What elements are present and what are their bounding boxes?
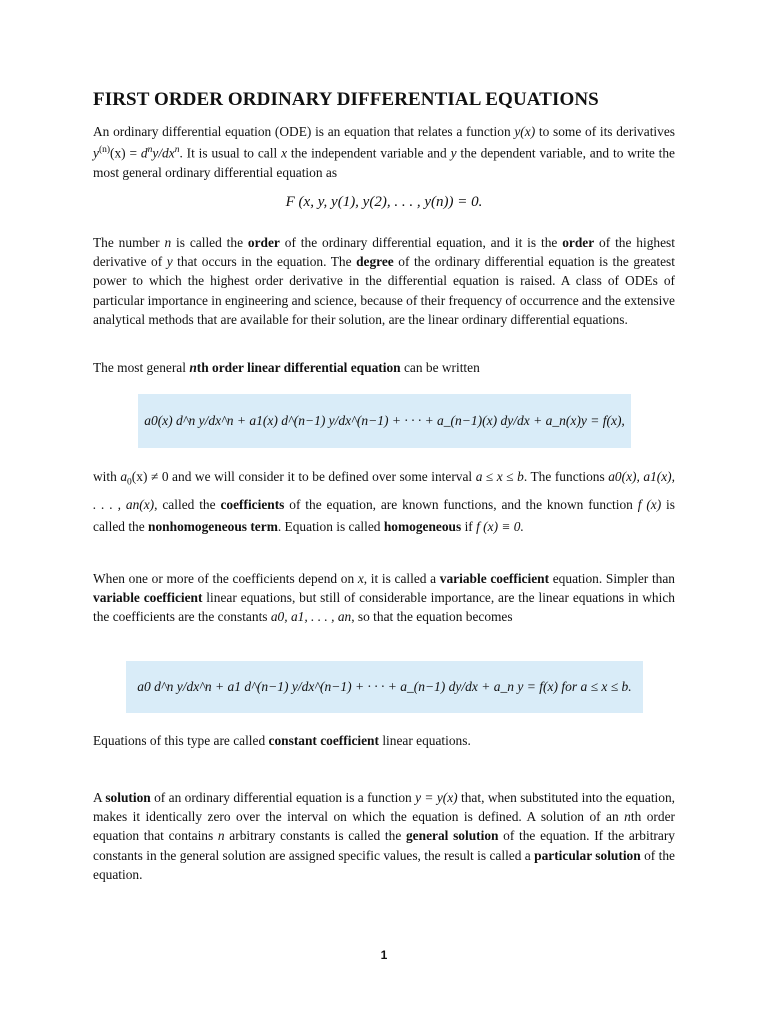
equation-constant-coefficient: a0 d^n y/dx^n + a1 d^(n−1) y/dx^(n−1) + · · · + a_(n−1) dy/dx + a_n y = f(x) for a ≤ x ≤ b. (137, 679, 632, 694)
page-title: FIRST ORDER ORDINARY DIFFERENTIAL EQUATIONS (93, 89, 599, 110)
page-number: 1 (380, 948, 388, 962)
paragraph-constant-coefficient: Equations of this type are called constant coefficient linear equations. (93, 733, 471, 748)
paragraph-solution: A solution of an ordinary differential equation is a function y = y(x) that, when substituted into the equation, makes it identically zero over the interval on which the equation is defined. A solution of an nth order equation that contains n arbitrary constants is called the general solution of the equation. If the arbitrary constants in the general solution are assigned specific values, the result is called a particular solution of the equation. (93, 790, 675, 882)
paragraph-coefficients: with $a_0(x) \ne 0$ and we will consider it to be defined over some interval a ≤ x ≤ b. The functions a0(x), a1(x), . . . , an(x), called the coefficients of the equation, are known functions, and the known function f (x) is called the nonhomogeneous term. Equation is called homogeneous if f (x) ≡ 0. (93, 469, 675, 534)
equation-box-linear (138, 394, 631, 448)
paragraph-order-degree: The number n is called the order of the ordinary differential equation, and it is the order of the highest derivative of y that occurs in the equation. The degree of the ordinary differential equation is the greatest power to which the highest order derivative in the differential equation is raised. A class of ODEs of particular importance in engineering and science, because of their frequency of occurrence and the extensive analytical methods that are available for their solution, are the linear ordinary differential equations. (93, 235, 675, 327)
paragraph-linear-intro: The most general nth order linear differential equation can be written (93, 360, 480, 375)
paragraph-ode-definition: An ordinary differential equation (ODE) is an equation that relates a function y(x) to some of its derivatives $y^{(n)}(x) = d^ny/dx^n$. It is usual to call x the independent variable and y the dependent variable, and to write the most general ordinary differential equation as (93, 124, 675, 180)
equation-linear-general: a0(x) d^n y/dx^n + a1(x) d^(n−1) y/dx^(n−1) + · · · + a_(n−1)(x) dy/dx + a_n(x)y = f(x), (144, 413, 625, 428)
equation-box-constant (126, 661, 643, 713)
equation-general-ode: F (x, y, y(1), y(2), . . . , y(n)) = 0. (285, 194, 483, 210)
paragraph-variable-coefficient: When one or more of the coefficients depend on x, it is called a variable coefficient equation. Simpler than variable coefficient linear equations, but still of considerable importance, are the linear equations in which the coefficients are the constants a0, a1, . . . , an, so that the equation becomes (93, 571, 675, 625)
